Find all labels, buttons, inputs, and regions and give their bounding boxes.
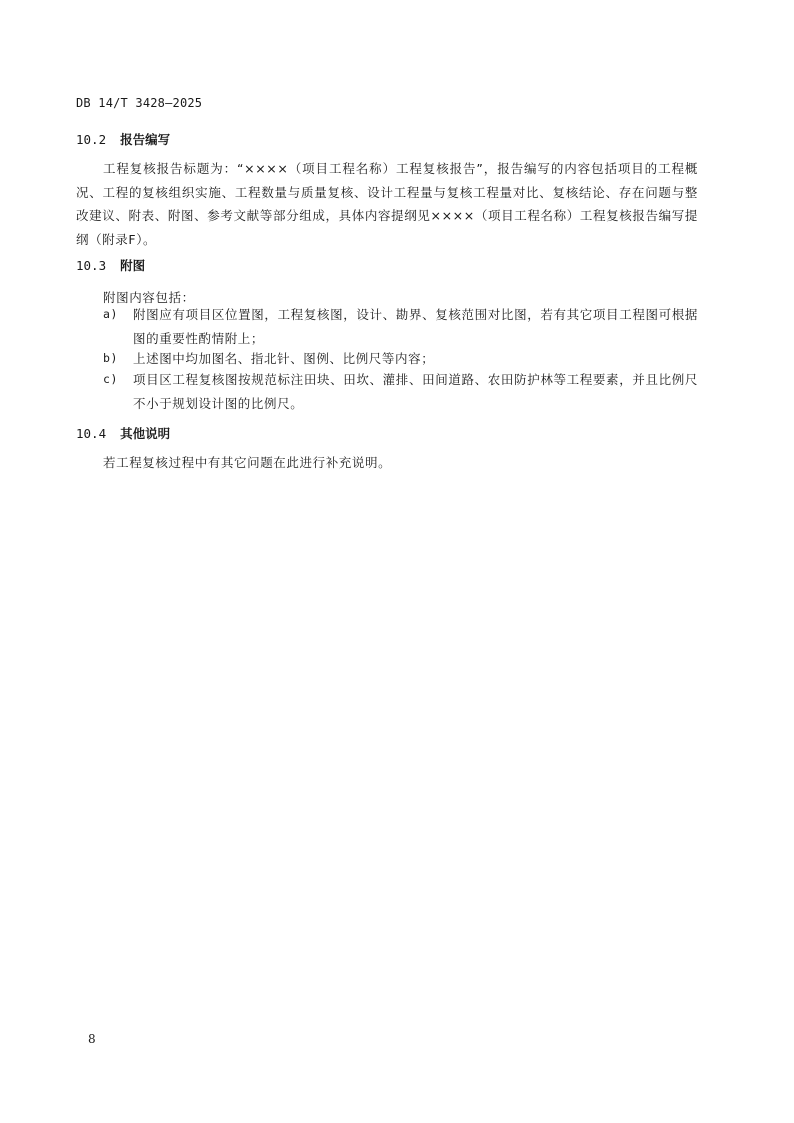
section-title: 其他说明 — [120, 426, 171, 441]
list-item — [103, 368, 698, 415]
list-item-text: 项目区工程复核图按规范标注田块、田坎、灌排、田间道路、农田防护林等工程要素，并且比例尺不小于规划设计图的比例尺。 — [133, 372, 698, 411]
section-heading-10-4 — [76, 424, 170, 442]
section-number: 10.3 — [76, 258, 107, 273]
list-item-text: 上述图中均加图名、指北针、图例、比例尺等内容； — [133, 351, 435, 366]
list-item — [103, 347, 698, 371]
list-item-text: 附图应有项目区位置图，工程复核图，设计、勘界、复核范围对比图，若有其它项目工程图可根据图的重要性酌情附上； — [133, 307, 698, 346]
section-title: 报告编写 — [120, 132, 171, 147]
section-number: 10.2 — [76, 132, 107, 147]
list-item — [103, 303, 698, 350]
list-marker: c) — [103, 372, 119, 386]
section-10-2-paragraph: 工程复核报告标题为：“××××（项目工程名称）工程复核报告”，报告编写的内容包括项目的工程概况、工程的复核组织实施、工程数量与质量复核、设计工程量与复核工程量对比、复核结论、存在问题与整改建议、附表、附图、参考文献等部分组成，具体内容提纲见××××（项目工程名称）工程复核报告编写提纲（附录F）。 — [76, 161, 698, 247]
list-marker: b) — [103, 351, 119, 365]
section-heading-10-3 — [76, 256, 145, 274]
section-10-3-intro: 附图内容包括： — [103, 290, 195, 305]
section-heading-10-2 — [76, 130, 170, 148]
section-number: 10.4 — [76, 426, 107, 441]
page-number: 8 — [88, 1032, 96, 1046]
section-10-4-paragraph: 若工程复核过程中有其它问题在此进行补充说明。 — [103, 455, 392, 470]
document-code: DB 14/T 3428—2025 — [76, 96, 203, 110]
section-title: 附图 — [120, 258, 146, 273]
list-marker: a) — [103, 307, 119, 321]
